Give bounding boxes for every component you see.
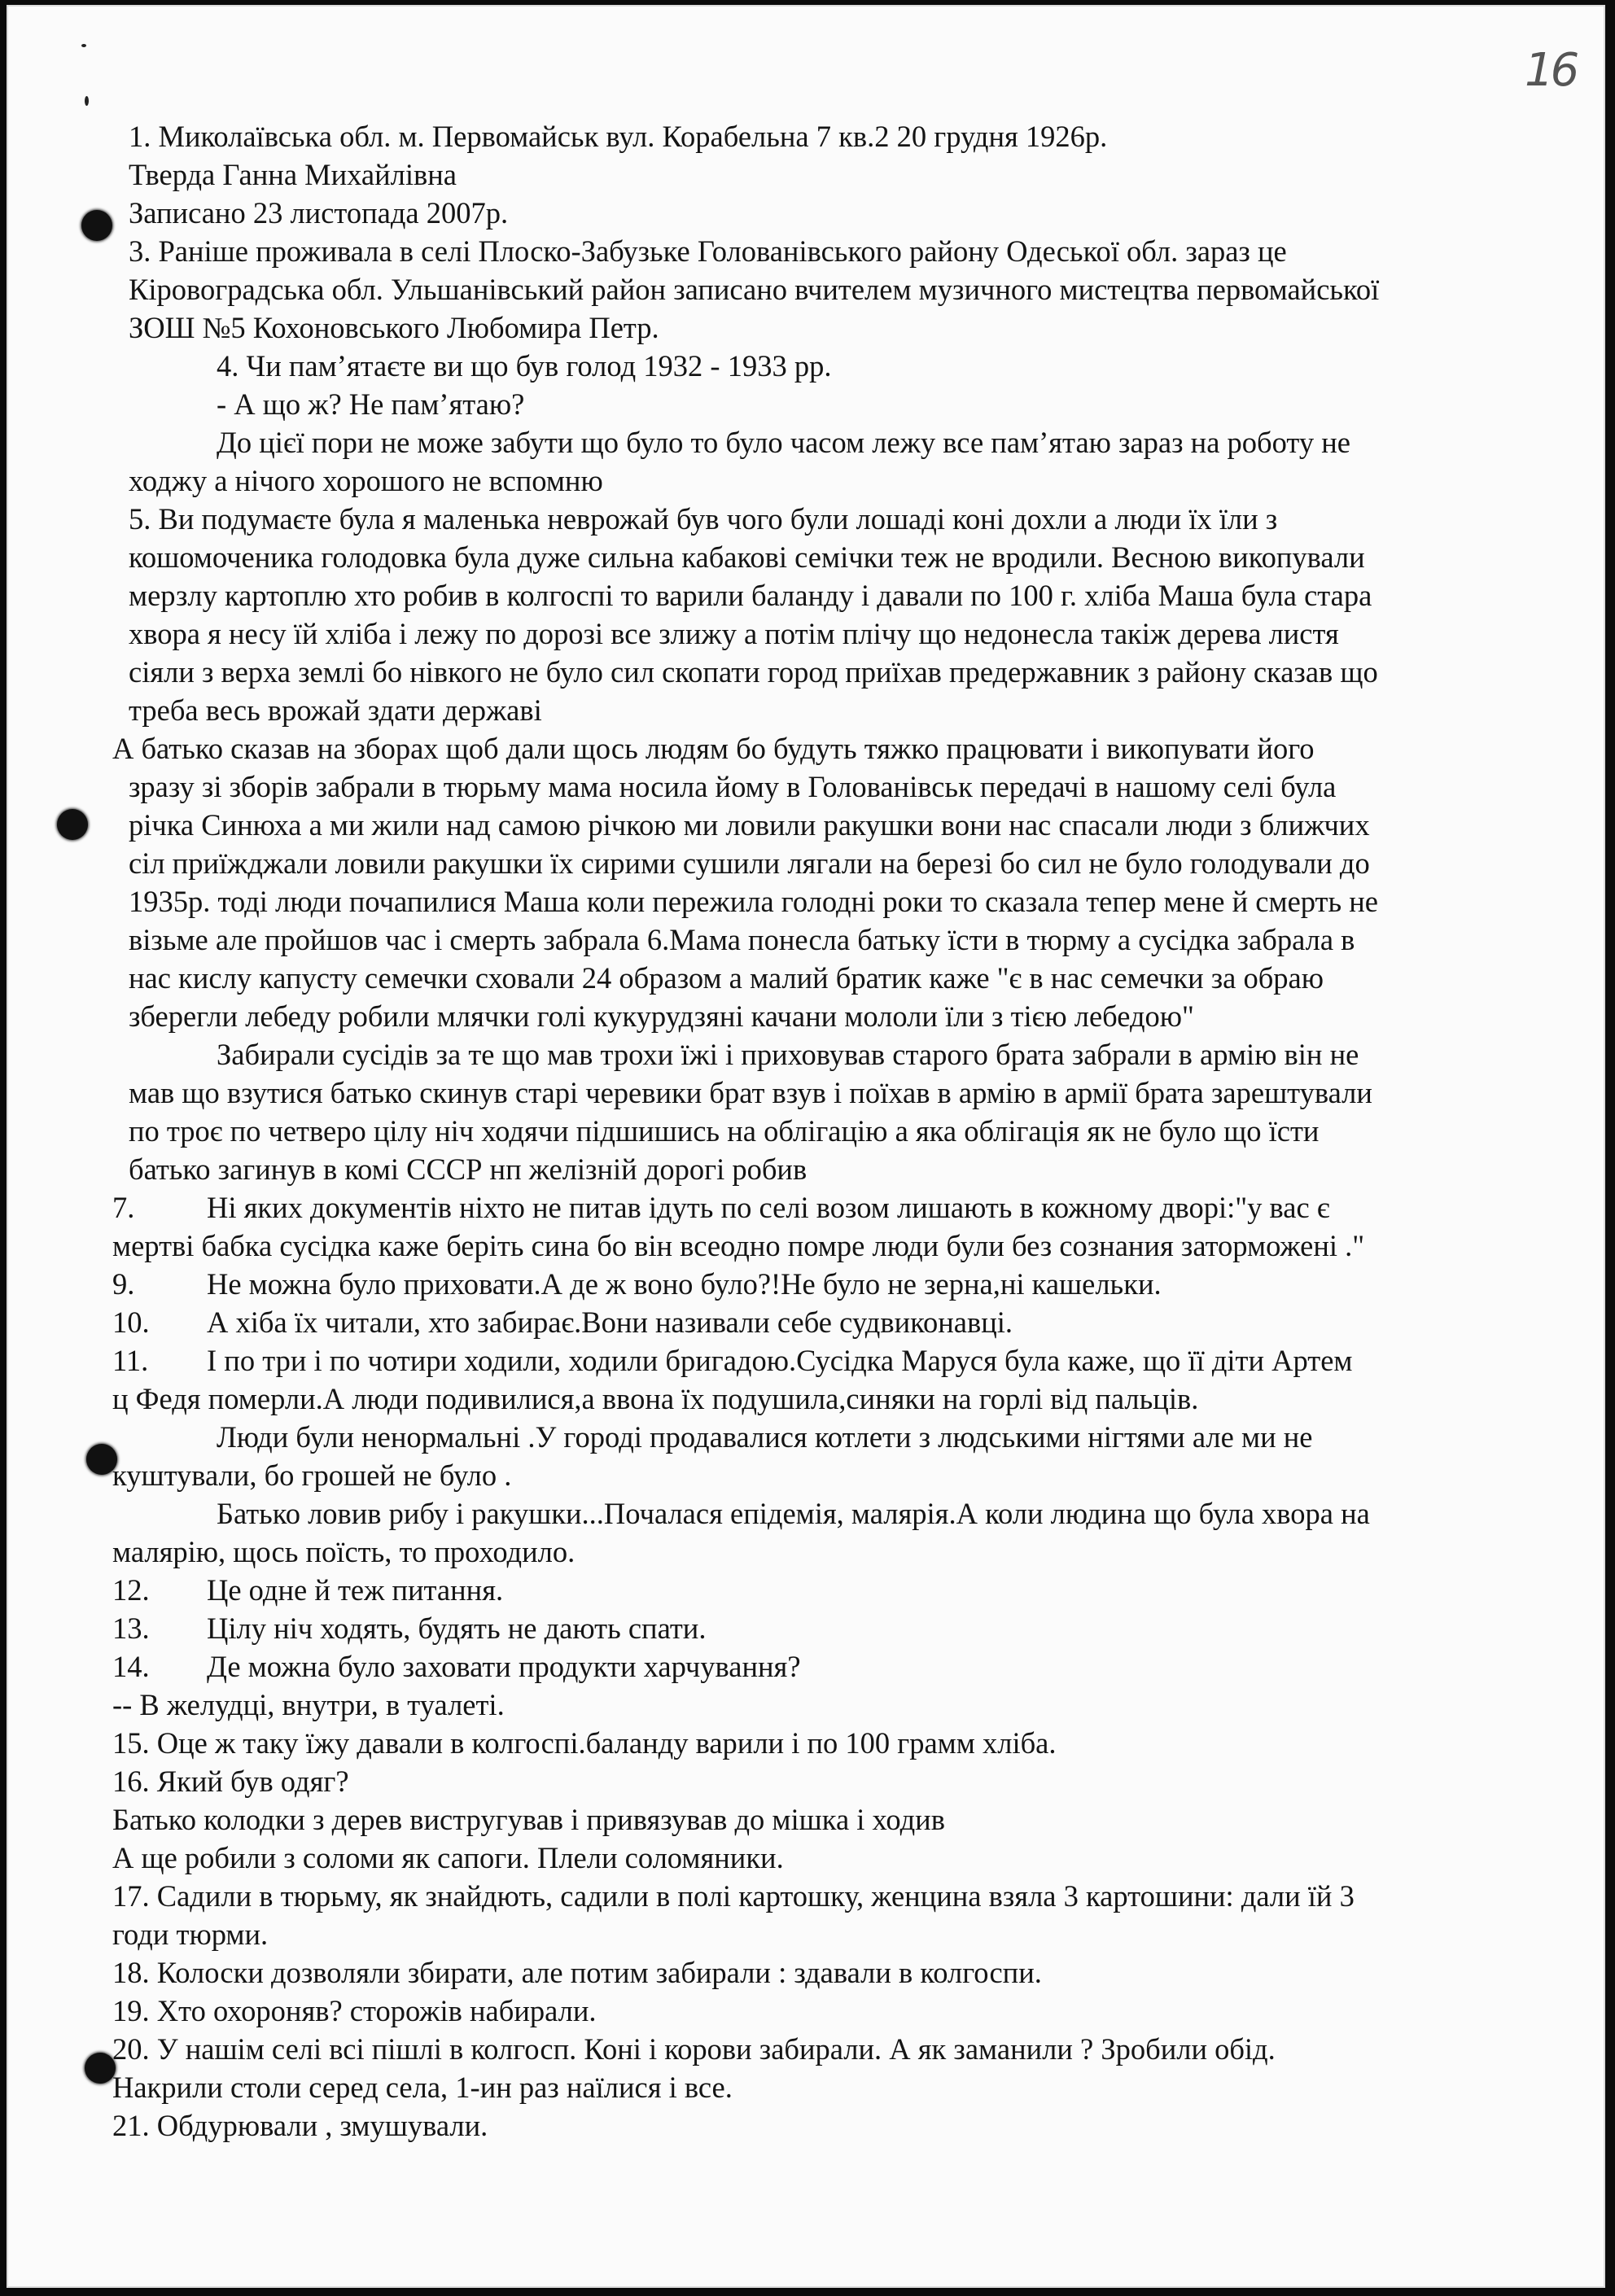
line-text: 15. Оце ж таку їжу давали в колгоспі.баланду варили і по 100 грамм хліба. (112, 1726, 1057, 1760)
line-text: А хіба їх читали, хто забирає.Вони називали себе судвиконавці. (207, 1305, 1013, 1339)
line-text: 20. У нашім селі всі пішлі в колгосп. Коні і корови забирали. А як заманили ? Зробили обід. (112, 2032, 1276, 2066)
line-text: мав що взутися батько скинув старі черевики брат взув і поїхав в армію в армії брата зарештували (129, 1076, 1372, 1109)
text-line (112, 538, 1504, 576)
line-text: 17. Садили в тюрьму, як знайдють, садили в полі картошку, женцина взяла 3 картошини: дали їй 3 (112, 1879, 1355, 1913)
text-line (112, 1992, 1504, 2030)
line-text: мертві бабка сусідка каже беріть сина бо він всеодно помре люди були без сознания заторможені ." (112, 1229, 1365, 1262)
text-line (112, 347, 1504, 385)
line-text: І по три і по чотири ходили, ходили бригадою.Сусідка Маруся була каже, що її діти Артем (207, 1344, 1353, 1377)
text-line (112, 461, 1504, 500)
text-line (112, 232, 1504, 270)
text-line (112, 844, 1504, 882)
punch-hole (57, 809, 88, 840)
text-line (112, 997, 1504, 1035)
line-text: малярію, щось поїсть, то проходило. (112, 1535, 576, 1568)
text-line (112, 1647, 1504, 1686)
line-text: треба весь врожай здати державі (129, 693, 542, 727)
text-line (112, 806, 1504, 844)
text-line (112, 1150, 1504, 1188)
item-number: 7. (112, 1191, 135, 1224)
text-line (112, 1227, 1504, 1265)
line-text: куштували, бо грошей не було . (112, 1459, 512, 1492)
item-number: 11. (112, 1344, 149, 1377)
text-line (112, 2030, 1504, 2068)
text-line (112, 423, 1504, 461)
line-text: Не можна було приховати.А де ж воно було?!Не було не зерна,ні кашельки. (207, 1267, 1162, 1301)
line-text: зберегли лебеду робили млячки голі кукурудзяні качани мололи їли з тією лебедою" (129, 999, 1194, 1033)
text-line (112, 117, 1504, 155)
line-text: кошомоченика голодовка була дуже сильна кабакові семічки теж не вродили. Весною викопували (129, 540, 1365, 574)
line-text: сіл приїжджали ловили ракушки їх сирими сушили лягали на березі бо сил не було голодували до (129, 846, 1370, 880)
speck (81, 44, 86, 47)
line-text: 19. Хто охороняв? сторожів набирали. (112, 1994, 597, 2027)
speck (85, 96, 89, 106)
line-text: сіяли з верха землі бо нівкого не було сил скопати город приїхав предержавник з району сказав що (129, 655, 1378, 689)
text-line (112, 1303, 1504, 1341)
line-text: хвора я несу їй хліба і лежу по дорозі все злижу а потім плічу що недонесла такіж дерева листя (129, 617, 1339, 650)
text-line (112, 1494, 1504, 1533)
text-line (112, 729, 1504, 768)
line-text: мерзлу картоплю хто робив в колгоспі то варили баланду і давали по 100 г. хліба Маша була стара (129, 579, 1372, 612)
item-number: 10. (112, 1305, 150, 1339)
text-line (112, 2068, 1504, 2106)
text-line (112, 1456, 1504, 1494)
line-text: зразу зі зборів забрали в тюрьму мама носила йому в Голованівськ передачі в нашому селі була (129, 770, 1337, 803)
text-line (112, 921, 1504, 959)
line-text: - А що ж? Не пам’ятаю? (217, 387, 525, 421)
line-text: А ще робили з соломи як сапоги. Плели соломяники. (112, 1841, 784, 1874)
text-line (112, 385, 1504, 423)
text-line (112, 1265, 1504, 1303)
line-text: річка Синюха а ми жили над самою річкою ми ловили ракушки вони нас спасали люди з ближчих (129, 808, 1370, 842)
line-text: 18. Колоски дозволяли збирати, але потим забирали : здавали в колгоспи. (112, 1956, 1042, 1989)
line-text: Тверда Ганна Михайлівна (129, 158, 457, 191)
text-line (112, 653, 1504, 691)
text-line (112, 1188, 1504, 1227)
text-line (112, 1915, 1504, 1953)
text-line (112, 2106, 1504, 2145)
line-text: Ні яких документів ніхто не питав ідуть по селі возом лишають в кожному дворі:"у вас є (207, 1191, 1330, 1224)
line-text: Люди були ненормальні .У городі продавалися котлети з людськими нігтями але ми не (217, 1420, 1313, 1454)
document-page (7, 5, 1605, 2288)
text-line (112, 194, 1504, 232)
line-text: До цієї пори не може забути що було то було часом лежу все пам’ятаю зараз на роботу не (217, 426, 1350, 459)
text-line (112, 959, 1504, 997)
line-text: 1935р. тоді люди почапилися Маша коли пережила голодні роки то сказала тепер мене й смерть не (129, 885, 1378, 918)
line-text: візьме але пройшов час і смерть забрала 6.Мама понесла батьку їсти в тюрму а сусідка забрала в (129, 923, 1355, 956)
text-line (112, 1341, 1504, 1380)
document-body (112, 117, 1504, 2145)
text-line (112, 308, 1504, 347)
text-line (112, 1035, 1504, 1074)
text-line (112, 155, 1504, 194)
text-line (112, 1724, 1504, 1762)
line-text: 4. Чи пам’ятаєте ви що був голод 1932 - 1933 рр. (217, 349, 832, 383)
page-number: 16 (1525, 44, 1577, 97)
text-line (112, 500, 1504, 538)
text-line (112, 1533, 1504, 1571)
line-text: Цілу ніч ходять, будять не дають спати. (207, 1612, 707, 1645)
punch-hole (85, 2053, 116, 2084)
text-line (112, 1074, 1504, 1112)
line-text: Де можна було заховати продукти харчування? (207, 1650, 801, 1683)
punch-hole (81, 210, 112, 241)
text-line (112, 1380, 1504, 1418)
text-line (112, 1839, 1504, 1877)
line-text: ходжу а нічого хорошого не вспомню (129, 464, 603, 497)
text-line (112, 576, 1504, 614)
line-text: Це одне й теж питання. (207, 1573, 504, 1607)
line-text: -- В желудці, внутри, в туалеті. (112, 1688, 505, 1721)
text-line (112, 614, 1504, 653)
text-line (112, 1571, 1504, 1609)
line-text: ЗОШ №5 Кохоновського Любомира Петр. (129, 311, 659, 344)
line-text: 16. Який був одяг? (112, 1765, 349, 1798)
text-line (112, 1800, 1504, 1839)
text-line (112, 1112, 1504, 1150)
line-text: Забирали сусідів за те що мав трохи їжі і приховував старого брата забрали в армію він не (217, 1038, 1359, 1071)
line-text: Записано 23 листопада 2007р. (129, 196, 509, 230)
line-text: по троє по четверо цілу ніч ходячи підшишись на облігацію а яка облігація як не було що їсти (129, 1114, 1320, 1148)
item-number: 13. (112, 1612, 150, 1645)
text-line (112, 1877, 1504, 1915)
text-line (112, 270, 1504, 308)
line-text: нас кислу капусту семечки сховали 24 образом а малий братик каже "є в нас семечки за обраю (129, 961, 1324, 995)
line-text: 1. Миколаївська обл. м. Первомайськ вул. Корабельна 7 кв.2 20 грудня 1926р. (129, 120, 1108, 153)
line-text: 21. Обдурювали , змушували. (112, 2109, 488, 2142)
line-text: ц Федя померли.А люди подивилися,а ввона їх подушила,синяки на горлі від пальців. (112, 1382, 1199, 1415)
text-line (112, 691, 1504, 729)
text-line (112, 882, 1504, 921)
item-number: 14. (112, 1650, 150, 1683)
line-text: А батько сказав на зборах щоб дали щось людям бо будуть тяжко працювати і викопувати його (112, 732, 1315, 765)
text-line (112, 1609, 1504, 1647)
item-number: 9. (112, 1267, 135, 1301)
line-text: Батько колодки з дерев вистругував і привязував до мішка і ходив (112, 1803, 945, 1836)
item-number: 12. (112, 1573, 150, 1607)
line-text: Накрили столи серед села, 1-ин раз наїлися і все. (112, 2071, 733, 2104)
line-text: годи тюрми. (112, 1918, 269, 1951)
text-line (112, 1953, 1504, 1992)
line-text: Батько ловив рибу і ракушки...Почалася епідемія, малярія.А коли людина що була хвора на (217, 1497, 1370, 1530)
line-text: 3. Раніше проживала в селі Плоско-Забузьке Голованівського району Одеської обл. зараз це (129, 234, 1287, 268)
text-line (112, 1686, 1504, 1724)
text-line (112, 768, 1504, 806)
line-text: батько загинув в комі СССР нп желізній дорогі робив (129, 1152, 808, 1186)
line-text: Кіровоградська обл. Ульшанівський район записано вчителем музичного мистецтва первомайської (129, 273, 1380, 306)
line-text: 5. Ви подумаєте була я маленька неврожай був чого були лошаді коні дохли а люди їх їли з (129, 502, 1278, 536)
text-line (112, 1418, 1504, 1456)
text-line (112, 1762, 1504, 1800)
